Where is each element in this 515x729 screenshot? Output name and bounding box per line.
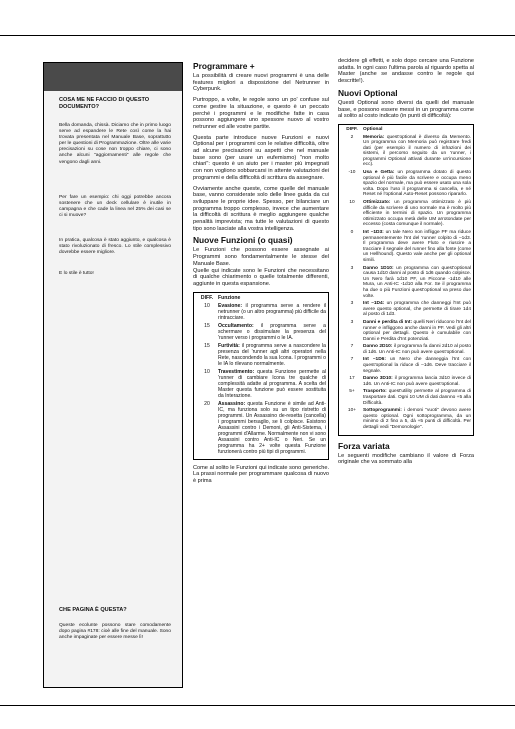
row-name: Int –1D6: [363,357,386,363]
row-name: Danno 2D10: [363,344,393,350]
table-row [341,344,471,355]
row-text: questa Funzione è simile ad Anti-IC, ma funziona solo su un tipo ristretto di programmi. Un Assassino de-resetta (cancella) i programmi bersaglio, se li colpisce. Esistono Assassini contro i Demoni, gli Anti-Sistema, i programmi d'Allarme. Normalmente non vi sono Assassini contro Anti-IC o Neri. Se un programma ha 2+ volte questa Funzione funzionerà contro più tipi di programmi. [218,400,326,455]
row-name: Occultamento: [218,322,254,329]
col1-paragraph-2: Purtroppo, a volte, le regole sono un po' confuse sul come gestire la situazione, e questo è un peccato perché i programmi e le modifiche fatte in casa possono aggiungere uno spessore nuovo al vostro netrunner ed alle vostre partite. [193,97,329,130]
table-row [196,323,326,341]
table-row [341,170,471,198]
row-name: Usa e Getta: [363,170,395,176]
row-text: il programma serve a nascondere la presenza del 'runner agli altri operatori nella Rete, nascondendo la sua Icona. I programmi o le IA lo rilevano normalmente. [218,342,326,367]
bottom-rule [0,705,515,706]
row-text: quest'utility permette al programma di trasportare dati. Ogni 10 UM di dati dannno +5 alla Difficoltà. [363,389,471,406]
column-2 [338,58,474,470]
row-text: un programma dotato di questo optional è più facile da scrivere e occupa meno spazio del normale, ma può essere usato una sola volta. Dopo l'uso il programma si cancella, e né Reset né l'optional Auto-Reset possono ripararlo. [363,170,471,198]
sidebar-paragraph-4: E lo stile è tutto! [59,271,94,276]
row-name: Int –1D3: [363,230,384,236]
row-name: Travestimento: [218,368,255,375]
sidebar-box [43,62,183,688]
col1-paragraph-5: Le Funzioni che possono essere assegnate ai Programmi sono fondamentalmente le stesse del Manuale Base. [193,247,329,267]
row-text: quelli Neri riducono l'Int del runner e infliggono anche danni in PF. Vedi gli altri optional per dettagli. Questo è cumulabile con Danni e Perdita d'Int potenziati. [363,319,471,342]
heading-nuovi-optional: Nuovi Optional [338,87,398,98]
row-diff: 7 [350,344,354,350]
col2-paragraph-2: Le seguenti modifiche cambiano il valore di Forza originale che va sommato alla [338,452,474,466]
row-diff: 20 [204,400,210,407]
header-optional: Optional [363,126,383,132]
row-text: un programma che danneggi l'Int può avere questo optional, che permette di tirare 1d4 al posto di 1d3. [363,301,471,318]
column-1 [193,58,329,489]
row-name: Sottoprogrammi: [363,408,402,414]
table-row [196,401,326,455]
row-text: un Nero che danneggia l'Int con quest'optional la riduce di –1d6. Deve tracciare il segnale. [363,357,471,374]
row-diff: 0 [350,230,354,236]
row-name: Memoria: [363,134,385,140]
sidebar-header-bar [44,63,182,91]
row-diff: 3 [350,319,354,325]
row-text: questa Funzione permette al 'runner di cambiare Icona tre qualche di complessità adatte al programma. A scelta del Master questa funzione può essere sostituita da Interazione. [218,368,327,399]
row-text: un programma ottimizzato è più difficile da scrivere di uno normale ma è molto più efficiente in termini di spazio. Un programma ottimizzato occupa metà delle UM arrotondate per eccesso (costa comunque il normale). [363,200,472,228]
heading-forza-variata: Forza variata [338,440,390,451]
row-diff: 10 [204,302,210,309]
row-name: Trasporto: [363,389,387,395]
row-name: Int –1D4: [363,301,385,307]
row-diff: -10 [348,170,356,176]
row-diff: 3 [350,301,354,307]
row-text: il programma serve a schermare o dissimulare la presenza del 'runner verso i programmi o le IA. [218,322,326,341]
row-name: Danno 3D10: [363,376,393,382]
table-header [196,295,326,301]
row-diff: 3 [350,265,354,271]
row-text: il programma serve a rendere il netrunner (o un altro programma) più difficile da rintracciare. [218,302,326,321]
row-name: Assassino: [218,400,246,407]
table-row [341,320,471,342]
row-diff: 10 [204,368,210,375]
table-row [196,303,326,321]
row-diff: 10+ [347,408,357,414]
table-row [341,266,471,300]
table-row [341,200,471,228]
row-text: un programma con quest'optional causa 1d10 danni al posto di 1d6 quando colpisce. Un Nero farà 1d10 PF, un Piccone -1d10 alle Mura, un Anti-IC -1d10 alla For. Se il programma ha due o più Funzioni quest'optional va preso due volte. [363,265,471,299]
col1-paragraph-6: Quelle qui indicate sono le Funzioni che necessitano di qualche chiarimento o quelle totalmente differenti, aggiunte in questa espansione. [193,267,329,287]
table-row [196,369,326,399]
sidebar-paragraph-1: Bella domanda, chissà. Diciamo che in primo luogo serve ad espandere le Rete così come la hai trovata presentata nel Manuale Base, soprattutto per le questioni di Programmazione. Oltre alle varie precisazioni su cose non troppo chiare, ci sono anche alcuni "aggiornamenti" alle regole che vengono dagli anni. [59,123,171,165]
row-name: Evasione: [218,302,243,309]
col2-paragraph-0: decidere gli effetti, e solo dopo cercare una Funzione adatta. In ogni caso l'ultima parola al riguardo spetta al Master (anche se andasse contro le regole qui descritte!). [338,58,474,85]
row-diff: 2 [350,134,354,140]
row-name: Danno 1D10: [363,265,394,271]
table-row [341,389,471,406]
table-row [341,357,471,374]
table-header [341,127,471,133]
row-name: Ottimizzato: [363,200,391,206]
table-row [196,343,326,367]
row-text: il programma fa danni 2d10 al posto di 1d6. Un Anti-IC non può avere quest'optional. [363,344,471,355]
row-text: un tale Nero non infligge PF ma riduce permanentemente l'Int del 'runner colpito di –1d3. Il programma deve avere Fluto e riuscire a tracciare il segnale del runner fino alla fonte (come un Hellhound). Questo vale anche per gli optional simili. [363,230,471,263]
row-diff: 5+ [349,389,355,395]
row-text: quest'optional è diverso da Memento. Un programma con Memoria può registrare fredi dati (per esempio il numero di infrazioni dei sistemi, il percorso seguito da un 'runner, i programmi Optional attivati durante un'incursione ecc). [363,134,471,168]
col1-paragraph-1: La possibilità di creare nuovi programmi è una delle features migliori a disposizione del Netrunner in Cyberpunk. [193,73,329,93]
col1-paragraph-4: Ovviamente anche queste, come quelle del manuale base, vanno considerate solo delle linee guida da cui sviluppare le proprie idee. Spesso, per bilanciare un programma troppo complesso, invece che aumentare la difficoltà di scrittura è meglio aggiungere qualche penalità imprevista; ma tutte le valutazioni di questo tipo sono lasciate alla vostra intelligenza. [193,185,329,232]
row-name: Furtività: [218,342,240,349]
row-diff: 15 [204,342,210,349]
sidebar-paragraph-3: In pratica, qualcosa è stato aggiunto, e qualcosa è stato rivoluzionato di fresco. Lo stile complessivo dovrebbe essere migliore. [59,238,171,256]
table-row [341,230,471,264]
header-diff: DIFF. [200,294,214,301]
sidebar-question-2: CHE PAGINA È QUESTA? [59,607,127,613]
table-row [341,301,471,318]
header-function: Funzione [218,294,241,301]
row-diff: 10 [349,200,355,206]
sidebar-paragraph-2: Per fare un esempio: chi oggi potrebbe ancora sostenere che un deck cellulare è inutile in campagna e che cade la linea nel 25% dei casi se ci si muove? [59,195,171,219]
row-diff: 7 [350,357,354,363]
row-name: Danni e perdita di Int: [363,319,413,325]
heading-programmare: Programmare + [193,61,255,71]
sidebar-question-1: COSA ME NE FACCIO DI QUESTO DOCUMENTO? [59,97,150,110]
row-diff: 17 [349,376,355,382]
row-text: i demoni "vuoti" devono avere questo optional. Ogni sottoprogramma, da un minimo di 2 fino a 5, dà +5 punti di difficoltà. Per dettagli vedi "Demonologie". [363,408,471,431]
table-row [341,135,471,169]
col2-paragraph-1: Questi Optional sono diversi da quelli del manuale base, e possono essere messi in un programma come al solito al costo indicato (in punti di difficoltà): [338,99,474,120]
row-text: il programma lancia 3d10 invece di 1d6. Un Anti-IC non può avere quest'optional. [363,376,471,387]
col1-paragraph-3: Questa parte introduce nuove Funzioni e nuovi Optional per i programmi con le relative difficoltà, oltre ad alcune precisazioni su aspetti che nel manuale base sono (per usare un eufemismo) "non molto chiari": questo è un aiuto per i master più impegnati con non vogliono sobbarcarsi in attente valutazioni dei programmi e della difficoltà di scrittura da assegnare. [193,134,329,181]
sidebar-paragraph-5: Queste ecolunte possono stare comodamente dopo pagina #178: cioè alle fine del manuale. Sono anche impaginate per essere messe lì! [59,623,171,641]
table-row [341,408,471,430]
heading-nuove-funzioni: Nuove Funzioni (o quasi) [193,235,293,246]
functions-table [193,292,329,460]
col1-paragraph-7: Come al solito le Funzioni qui indicate sono generiche. La prassi normale per programmare qualcosa di nuovo è prima [193,464,329,485]
header-diff: DIFF. [346,126,358,132]
table-row [341,376,471,387]
optional-table [338,124,474,436]
top-rule [0,35,515,36]
row-diff: 15 [204,322,210,329]
